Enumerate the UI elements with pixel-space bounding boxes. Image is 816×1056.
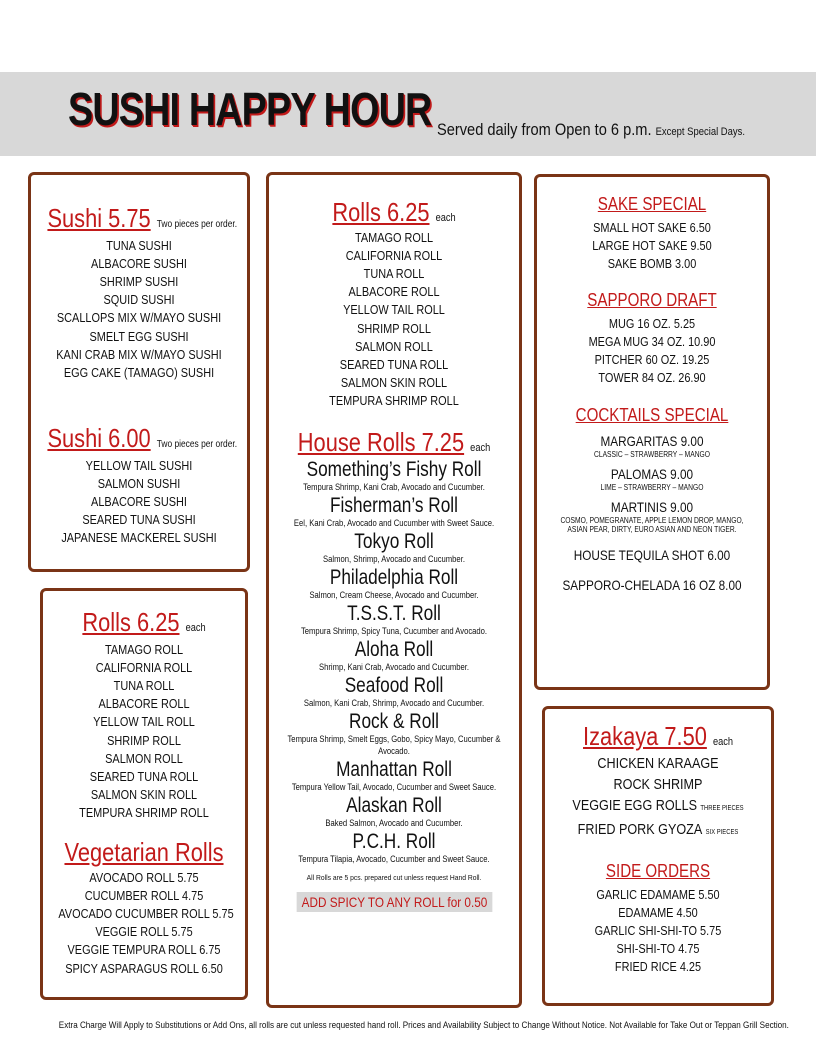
menu-item: EGG CAKE (TAMAGO) SUSHI (63, 365, 215, 381)
izakaya-item-name: ROCK SHRIMP (613, 775, 703, 793)
rolls-left-label: Rolls 6.25 (82, 607, 180, 637)
izakaya-item-name: FRIED PORK GYOZA (577, 820, 703, 838)
spicy-wrap (268, 892, 520, 912)
izakaya-item-name: CHICKEN KARAAGE (597, 754, 719, 772)
house-roll-name: Rock & Roll (349, 709, 439, 733)
cocktail-name: MARTINIS 9.00 (610, 499, 694, 516)
menu-item: AVOCADO CUCUMBER ROLL 5.75 (58, 906, 234, 921)
menu-item: SALMON SKIN ROLL (90, 787, 198, 803)
footer-disclaimer: Extra Charge Will Apply to Substitutions or Add Ons, all rolls are cut unless requested hand roll. Prices and Availability Subject to Change Without Notice. Not Available for Take Out or Teppan Grill Section. (58, 1020, 789, 1030)
house-roll-name: Fisherman’s Roll (330, 493, 458, 517)
vegetarian-label: Vegetarian Rolls (64, 837, 224, 867)
menu-item: SHRIMP ROLL (107, 732, 181, 748)
menu-item: AVOCADO ROLL 5.75 (89, 869, 199, 885)
house-roll-name: Aloha Roll (354, 637, 434, 661)
rolls-left-list (42, 641, 246, 823)
house-roll-description: Salmon, Kani Crab, Shrimp, Avocado and Cucumber. (303, 697, 485, 708)
house-rolls-heading (288, 428, 500, 457)
menu-item: TEMPURA SHRIMP ROLL (329, 393, 459, 409)
menu-item: SALMON ROLL (105, 750, 183, 766)
cocktail-options: LIME – STRAWBERRY – MANGO (600, 483, 704, 493)
sushi-600-section (30, 424, 248, 548)
menu-item: TEMPURA SHRIMP ROLL (79, 805, 209, 821)
menu-item: TUNA ROLL (363, 266, 425, 281)
izakaya-label: Izakaya 7.50 (583, 721, 707, 751)
cocktail-extra-item: HOUSE TEQUILA SHOT 6.00 (573, 547, 731, 564)
menu-item: JAPANESE MACKEREL SUSHI (61, 530, 217, 546)
sushi-575-heading (47, 203, 238, 233)
menu-item: SHRIMP SUSHI (99, 274, 179, 289)
izakaya-list (544, 753, 772, 843)
sake-list (536, 219, 768, 274)
menu-item: CUCUMBER ROLL 4.75 (84, 887, 204, 903)
menu-item: SMELT EGG SUSHI (89, 328, 189, 344)
menu-item: SALMON ROLL (355, 338, 433, 354)
menu-item: YELLOW TAIL SUSHI (85, 457, 193, 473)
izakaya-item-note: THREE PIECES (700, 804, 744, 812)
add-spicy-note: ADD SPICY TO ANY ROLL for 0.50 (296, 892, 492, 912)
side-list (544, 886, 772, 977)
house-roll-description: Eel, Kani Crab, Avocado and Cucumber with Sweet Sauce. (293, 517, 495, 528)
menu-item: EDAMAME 4.50 (618, 904, 698, 920)
house-roll-name: Philadelphia Roll (329, 565, 459, 589)
menu-item: TAMAGO ROLL (354, 229, 434, 245)
menu-item: FRIED RICE 4.25 (614, 959, 702, 975)
side-heading: SIDE ORDERS (605, 860, 711, 881)
izakaya-item (562, 819, 754, 843)
house-rolls-label: House Rolls 7.25 (297, 427, 465, 457)
menu-item: ALBACORE ROLL (98, 696, 190, 712)
menu-item: SMALL HOT SAKE 6.50 (593, 220, 711, 235)
page-title: SUSHI HAPPY HOUR (68, 83, 432, 135)
menu-item: SALMON SKIN ROLL (340, 375, 448, 391)
menu-item: YELLOW TAIL ROLL (343, 302, 445, 318)
house-roll-description: Tempura Shrimp, Spicy Tuna, Cucumber and Avocado. (300, 625, 488, 636)
house-roll-description: Tempura Yellow Tail, Avocado, Cucumber and Sweet Sauce. (291, 781, 497, 792)
vegetarian-list (42, 869, 246, 978)
menu-item: CALIFORNIA ROLL (95, 659, 193, 675)
izakaya-item-name: VEGGIE EGG ROLLS (572, 796, 698, 814)
menu-item: GARLIC SHI-SHI-TO 5.75 (594, 923, 722, 938)
sapporo-list (536, 315, 768, 388)
house-roll-description: Baked Salmon, Avocado and Cucumber. (325, 817, 463, 828)
menu-item: SEARED TUNA ROLL (89, 769, 199, 785)
cocktail-options: ASIAN PEAR, DIRTY, EURO ASIAN AND NEON TIGER. (567, 525, 737, 535)
cocktails-heading: COCKTAILS SPECIAL (575, 405, 729, 426)
subtitle-main: Served daily from Open to 6 p.m. (437, 120, 652, 139)
menu-item: SAKE BOMB 3.00 (607, 256, 697, 272)
house-rolls-list (268, 459, 520, 865)
menu-item: SEARED TUNA ROLL (339, 357, 449, 373)
menu-item: SHI-SHI-TO 4.75 (616, 941, 700, 957)
menu-item: SALMON SUSHI (97, 475, 181, 491)
menu-item: ALBACORE SUSHI (91, 494, 187, 509)
menu-item: KANI CRAB MIX W/MAYO SUSHI (56, 346, 222, 362)
menu-item: VEGGIE TEMPURA ROLL 6.75 (67, 942, 221, 958)
menu-item: GARLIC EDAMAME 5.50 (596, 886, 720, 902)
house-rolls-note: All Rolls are 5 pcs. prepared cut unless request Hand Roll. (306, 872, 482, 882)
cocktail-list (536, 432, 768, 534)
rolls-mid-list (268, 229, 520, 411)
rolls-mid-each: each (435, 212, 456, 224)
izakaya-item (562, 753, 754, 774)
izakaya-item (562, 795, 754, 819)
sushi-575-label: Sushi 5.75 (47, 203, 151, 233)
menu-item: TAMAGO ROLL (104, 641, 184, 657)
vegetarian-heading (58, 838, 229, 867)
menu-item: SQUID SUSHI (103, 292, 175, 308)
house-roll-description: Tempura Shrimp, Smelt Eggs, Gobo, Spicy Mayo, Cucumber & Avocado. (287, 733, 501, 756)
menu-item: ALBACORE SUSHI (91, 255, 187, 271)
rolls-mid-section (268, 198, 520, 411)
house-roll-name: P.C.H. Roll (352, 829, 436, 853)
menu-item: MEGA MUG 34 OZ. 10.90 (588, 333, 716, 349)
house-roll-description: Tempura Tilapia, Avocado, Cucumber and Sweet Sauce. (298, 853, 490, 864)
house-roll-description: Salmon, Cream Cheese, Avocado and Cucumber. (309, 589, 479, 600)
sushi-575-list (30, 237, 248, 383)
izakaya-heading (562, 722, 754, 751)
cocktail-extra-list (536, 546, 768, 594)
sushi-600-label: Sushi 6.00 (47, 423, 151, 453)
house-roll-name: Something’s Fishy Roll (306, 457, 482, 481)
rolls-mid-label: Rolls 6.25 (332, 197, 430, 227)
menu-item: SEARED TUNA SUSHI (82, 512, 196, 528)
subtitle-note: Except Special Days. (655, 126, 745, 138)
house-roll-description: Salmon, Shrimp, Avocado and Cucumber. (323, 553, 465, 564)
menu-item: TOWER 84 OZ. 26.90 (598, 370, 706, 386)
sushi-575-note: Two pieces per order. (156, 219, 238, 230)
page-subtitle (437, 120, 745, 140)
house-roll-name: Alaskan Roll (346, 793, 442, 817)
house-roll-description: Tempura Shrimp, Kani Crab, Avocado and Cucumber. (303, 481, 485, 492)
menu-item: MUG 16 OZ. 5.25 (608, 315, 696, 331)
menu-item: PITCHER 60 OZ. 19.25 (594, 352, 710, 368)
sushi-600-list (30, 457, 248, 548)
sushi-600-heading (47, 423, 238, 453)
izakaya-section (544, 722, 772, 977)
house-roll-name: Manhattan Roll (336, 757, 452, 781)
menu-item: SCALLOPS MIX W/MAYO SUSHI (56, 310, 222, 326)
rolls-left-each: each (185, 622, 206, 634)
house-roll-name: Seafood Roll (344, 673, 444, 697)
house-rolls-each: each (470, 442, 491, 454)
sushi-600-note: Two pieces per order. (156, 439, 238, 450)
rolls-left-section (42, 608, 246, 823)
house-rolls-section (268, 428, 520, 912)
menu-item: ALBACORE ROLL (348, 284, 440, 300)
cocktail-options: CLASSIC – STRAWBERRY – MANGO (593, 450, 710, 460)
rolls-mid-heading (288, 198, 500, 227)
menu-item: CALIFORNIA ROLL (345, 247, 443, 263)
izakaya-item-note: SIX PIECES (705, 828, 739, 836)
menu-item: LARGE HOT SAKE 9.50 (592, 238, 712, 254)
vegetarian-section (42, 838, 246, 978)
drinks-section (536, 194, 768, 594)
menu-item: VEGGIE ROLL 5.75 (95, 924, 193, 940)
menu-item: YELLOW TAIL ROLL (93, 714, 195, 730)
rolls-left-heading (58, 608, 229, 637)
sapporo-heading: SAPPORO DRAFT (587, 289, 717, 310)
menu-item: SHRIMP ROLL (357, 320, 431, 336)
izakaya-each: each (712, 736, 733, 748)
izakaya-item (562, 774, 754, 795)
house-roll-name: Tokyo Roll (354, 529, 434, 553)
menu-item: TUNA ROLL (113, 678, 175, 693)
cocktail-options: COSMO, POMEGRANATE, APPLE LEMON DROP, MANGO, (560, 516, 744, 526)
house-roll-description: Shrimp, Kani Crab, Avocado and Cucumber. (319, 661, 469, 672)
cocktail-name: MARGARITAS 9.00 (600, 433, 704, 450)
sushi-575-section (30, 204, 248, 382)
sake-heading: SAKE SPECIAL (597, 194, 707, 214)
house-roll-name: T.S.S.T. Roll (347, 601, 441, 625)
menu-item: TUNA SUSHI (106, 237, 172, 253)
cocktail-extra-item: SAPPORO-CHELADA 16 OZ 8.00 (562, 577, 742, 594)
menu-item: SPICY ASPARAGUS ROLL 6.50 (65, 960, 223, 976)
cocktail-name: PALOMAS 9.00 (610, 466, 694, 483)
